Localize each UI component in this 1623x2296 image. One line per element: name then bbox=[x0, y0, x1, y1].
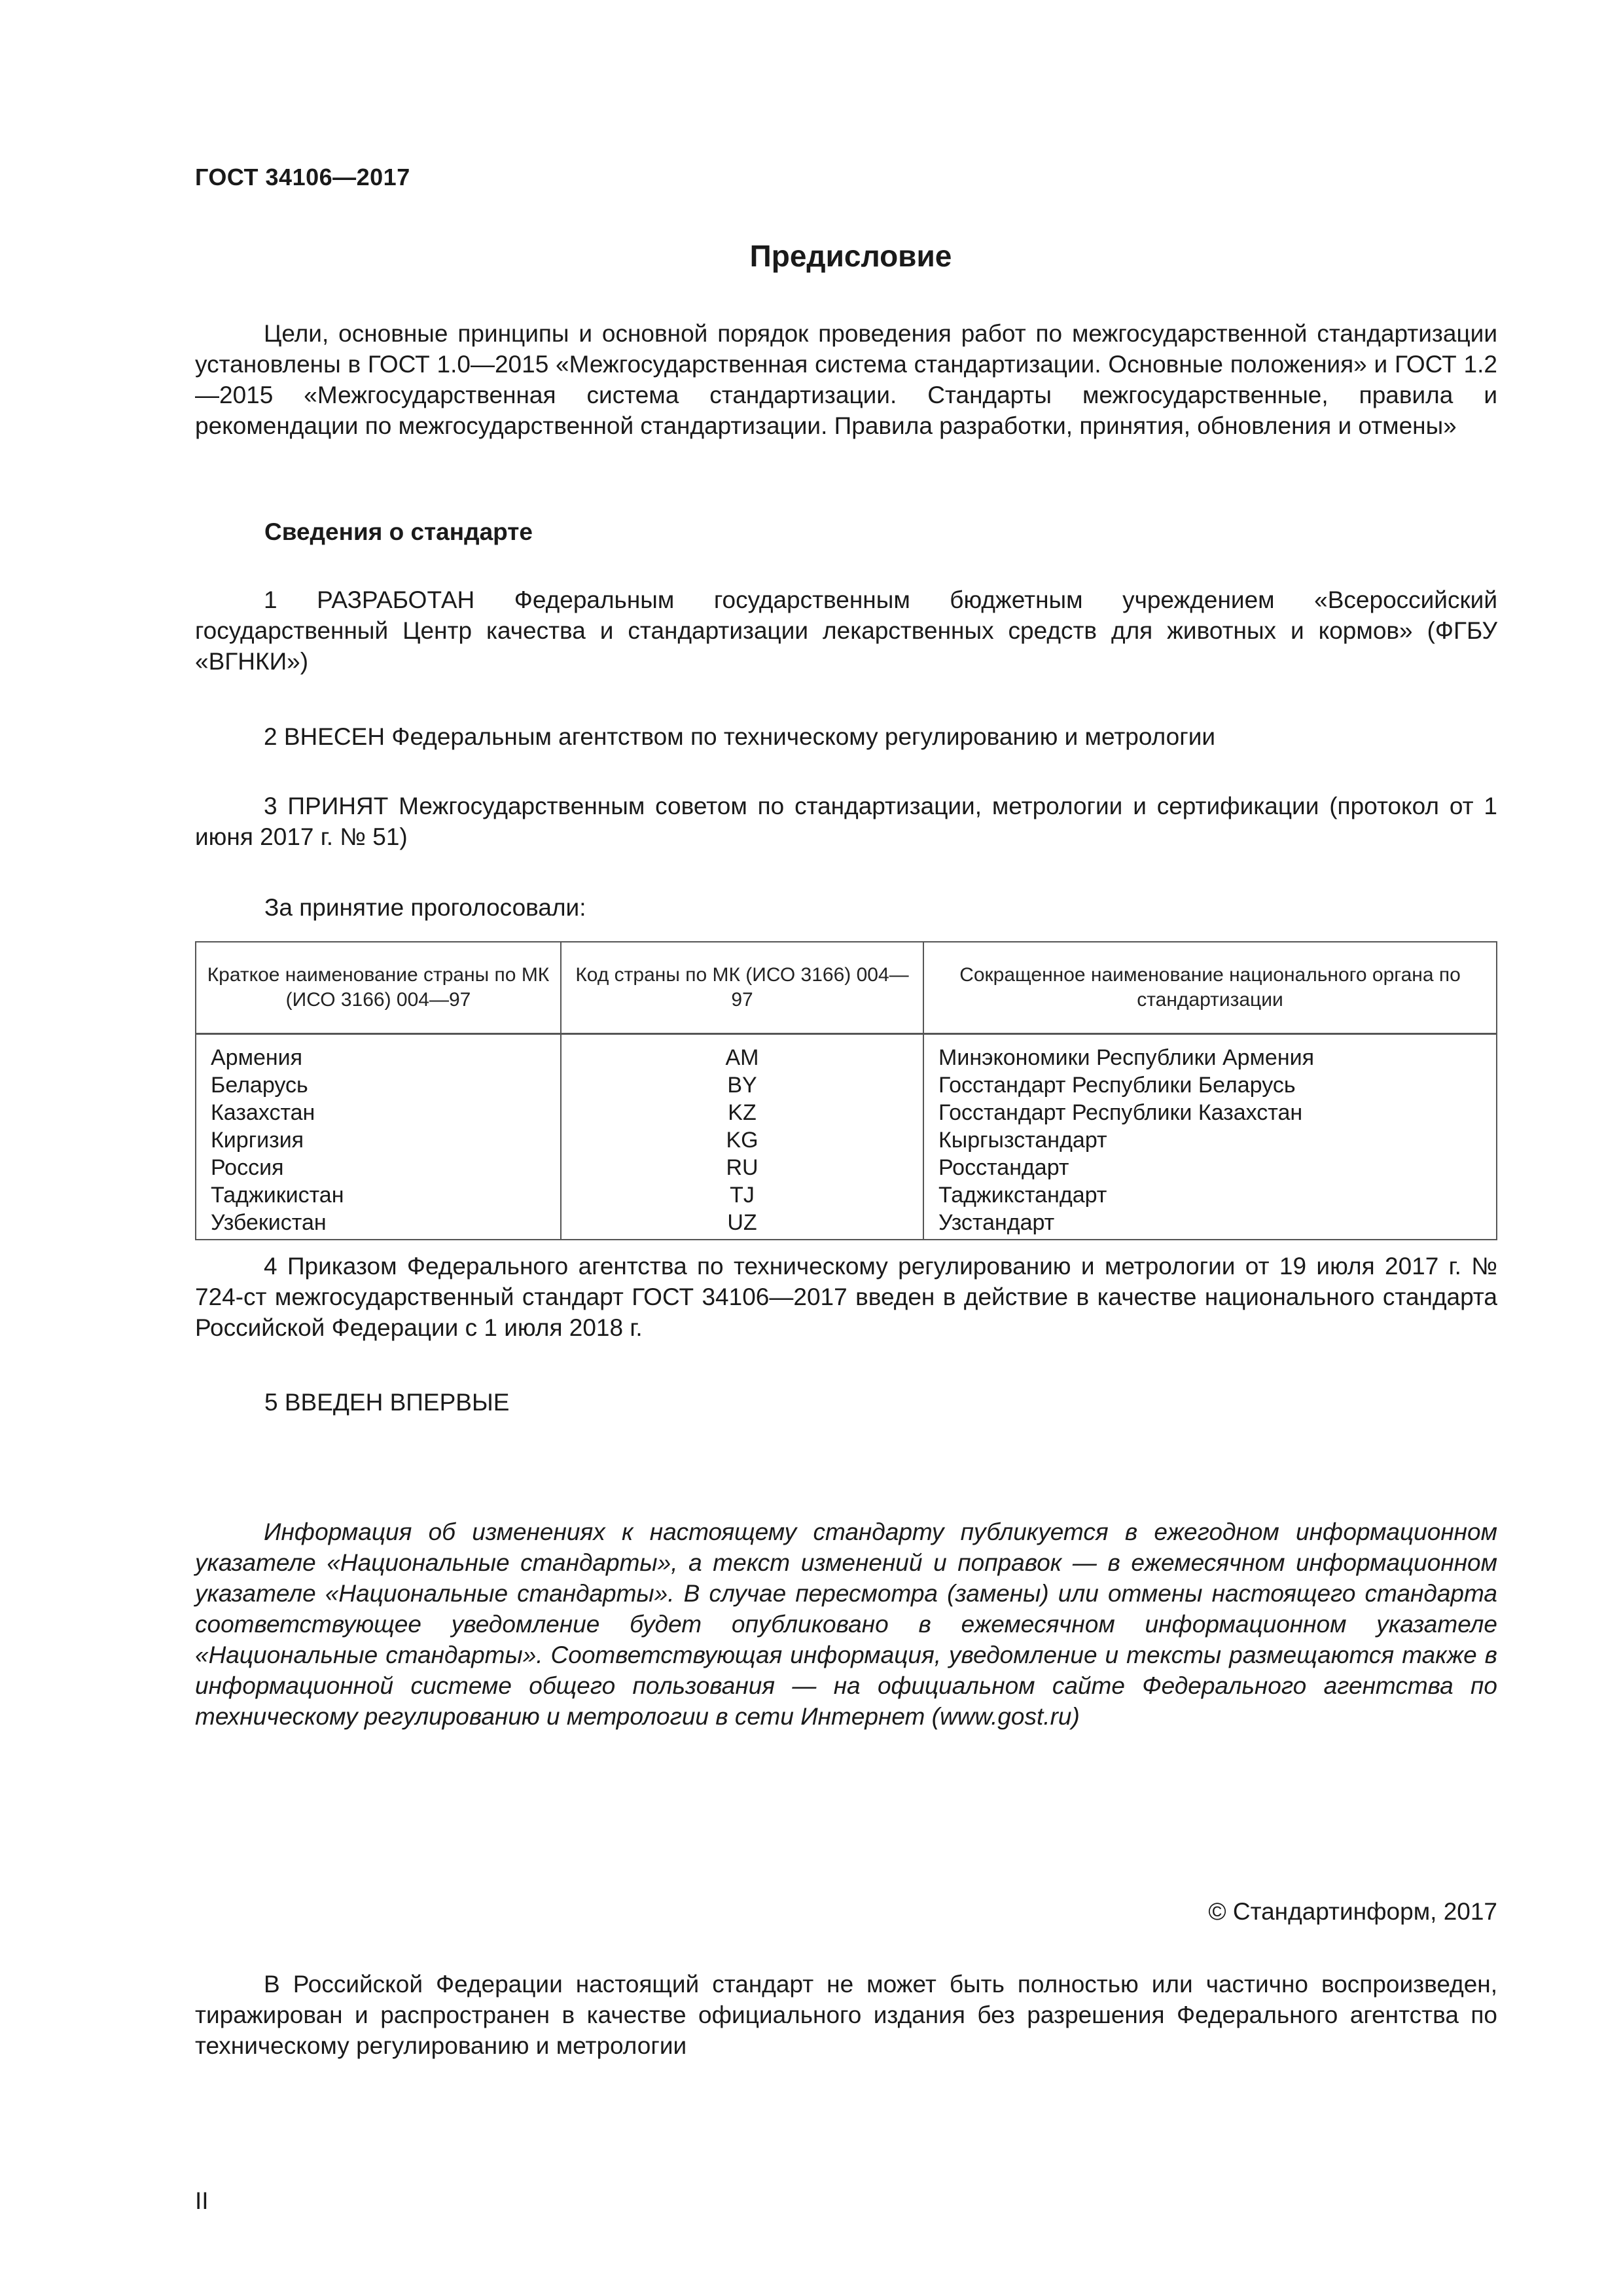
country-code-cell: TJ bbox=[561, 1181, 923, 1209]
national-body-cell: Госстандарт Республики Казахстан bbox=[923, 1099, 1497, 1126]
country-code-cell: UZ bbox=[561, 1209, 923, 1240]
table-row bbox=[196, 1154, 1497, 1181]
legal-notice-paragraph: В Российской Федерации настоящий стандарт не может быть полностью или частично воспроизведен, тиражирован и распространен в качестве официального издания без разрешения Федерального агентства по техническому регулированию и метрологии bbox=[195, 1971, 1497, 2059]
item-4-paragraph: 4 Приказом Федерального агентства по техническому регулированию и метрологии от 19 июля 2017 г. № 724-ст межгосударственный стандарт ГОСТ 34106—2017 введен в действие в качестве национального стандарта Российской Федерации с 1 июля 2018 г. bbox=[195, 1253, 1497, 1341]
section-title bbox=[0, 238, 1623, 274]
table-header-row bbox=[196, 942, 1497, 1034]
country-name-cell: Таджикистан bbox=[196, 1181, 561, 1209]
table-row bbox=[196, 1181, 1497, 1209]
country-name-cell: Россия bbox=[196, 1154, 561, 1181]
table-row bbox=[196, 1071, 1497, 1099]
country-code-cell: RU bbox=[561, 1154, 923, 1181]
header-country-name: Краткое наименование страны по МК (ИСО 3166) 004—97 bbox=[196, 942, 561, 1034]
national-body-cell: Госстандарт Республики Беларусь bbox=[923, 1071, 1497, 1099]
item-2-paragraph: 2 ВНЕСЕН Федеральным агентством по техническому регулированию и метрологии bbox=[264, 723, 1216, 750]
page-number: II bbox=[195, 2187, 209, 2214]
country-code-cell: BY bbox=[561, 1071, 923, 1099]
country-name-cell: Беларусь bbox=[196, 1071, 561, 1099]
country-name-cell: Казахстан bbox=[196, 1099, 561, 1126]
table-row bbox=[196, 1099, 1497, 1126]
table-row bbox=[196, 1034, 1497, 1072]
item-1-paragraph: 1 РАЗРАБОТАН Федеральным государственным бюджетным учреждением «Всероссийский государственный Центр качества и стандартизации лекарственных средств для животных и кормов» (ФГБУ «ВГНКИ») bbox=[195, 586, 1497, 675]
country-name-cell: Узбекистан bbox=[196, 1209, 561, 1240]
header-country-code: Код страны по МК (ИСО 3166) 004—97 bbox=[561, 942, 923, 1034]
country-code-cell: KG bbox=[561, 1126, 923, 1154]
national-body-cell: Росстандарт bbox=[923, 1154, 1497, 1181]
country-code-cell: AM bbox=[561, 1034, 923, 1072]
national-body-cell: Минэкономики Республики Армения bbox=[923, 1034, 1497, 1072]
intro-paragraph: Цели, основные принципы и основной порядок проведения работ по межгосударственной стандартизации установлены в ГОСТ 1.0—2015 «Межгосударственная система стандартизации. Основные положения» и ГОСТ 1.2—2015 «Межгосударственная система стандартизации. Стандарты межгосударственные, правила и рекомендации по межгосударственной стандартизации. Правила разработки, принятия, обновления и отмены» bbox=[195, 320, 1497, 439]
voting-countries-table bbox=[195, 941, 1497, 1240]
table-row bbox=[196, 1126, 1497, 1154]
copyright-line: © Стандартинформ, 2017 bbox=[1208, 1898, 1497, 1925]
item-3-paragraph: 3 ПРИНЯТ Межгосударственным советом по стандартизации, метрологии и сертификации (протокол от 1 июня 2017 г. № 51) bbox=[195, 793, 1497, 850]
section-title-text: Предисловие bbox=[749, 239, 952, 273]
country-code-cell: KZ bbox=[561, 1099, 923, 1126]
national-body-cell: Кыргызстандарт bbox=[923, 1126, 1497, 1154]
header-national-body: Сокращенное наименование национального органа по стандартизации bbox=[923, 942, 1497, 1034]
item-5-paragraph: 5 ВВЕДЕН ВПЕРВЫЕ bbox=[264, 1389, 510, 1416]
national-body-cell: Таджикстандарт bbox=[923, 1181, 1497, 1209]
changes-notice-paragraph: Информация об изменениях к настоящему стандарту публикуется в ежегодном информационном указателе «Национальные стандарты», а текст изменений и поправок — в ежемесячном информационном указателе «Национальные стандарты». В случае пересмотра (замены) или отмены настоящего стандарта соответствующее уведомление будет опубликовано в ежемесячном информационном указателе «Национальные стандарты». Соответствующая информация, уведомление и тексты размещаются также в информационной системе общего пользования — на официальном сайте Федерального агентства по техническому регулированию и метрологии в сети Интернет (www.gost.ru) bbox=[195, 1518, 1497, 1730]
national-body-cell: Узстандарт bbox=[923, 1209, 1497, 1240]
standard-code-header: ГОСТ 34106—2017 bbox=[195, 164, 410, 190]
table-row bbox=[196, 1209, 1497, 1240]
country-name-cell: Киргизия bbox=[196, 1126, 561, 1154]
vote-intro: За принятие проголосовали: bbox=[264, 894, 586, 921]
info-heading: Сведения о стандарте bbox=[264, 518, 533, 545]
country-name-cell: Армения bbox=[196, 1034, 561, 1072]
